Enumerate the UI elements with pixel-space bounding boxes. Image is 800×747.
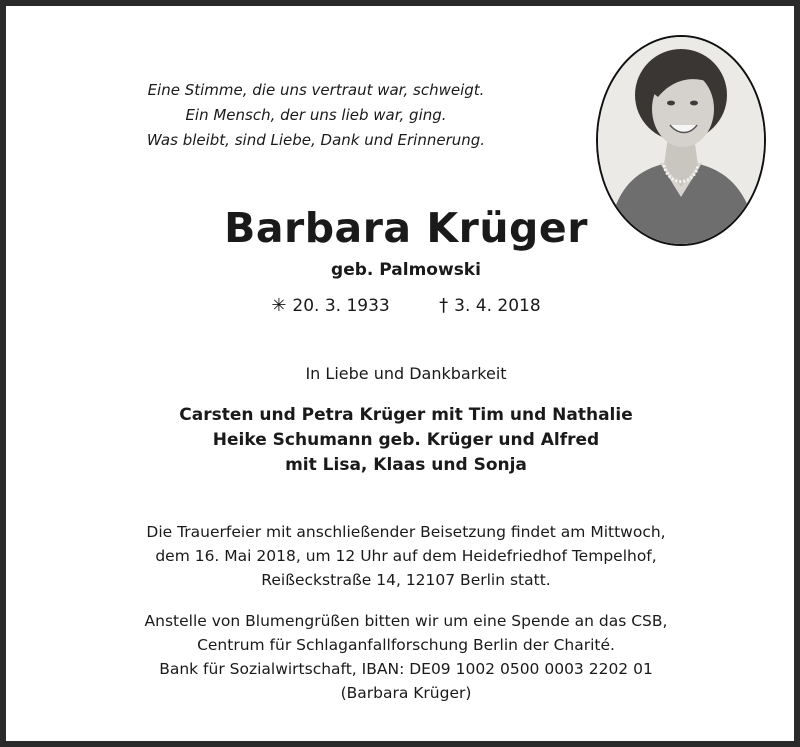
funeral-notice: [6, 520, 800, 592]
mourner-line: Heike Schumann geb. Krüger und Alfred: [212, 430, 600, 450]
birth-name: geb. Palmowski: [331, 260, 481, 280]
death-date-group: [439, 295, 541, 317]
donation-line: Anstelle von Blumengrüßen bitten wir um eine Spende an das CSB,: [144, 612, 668, 630]
donation-notice: [6, 609, 800, 705]
funeral-line: Reißeckstraße 14, 12107 Berlin statt.: [261, 571, 551, 589]
mourner-line: Carsten und Petra Krüger mit Tim und Nathalie: [179, 405, 633, 425]
mourner-line: mit Lisa, Klaas und Sonja: [285, 455, 527, 475]
poem-line: Eine Stimme, die uns vertraut war, schweigt.: [147, 81, 485, 99]
birth-date: 20. 3. 1933: [292, 296, 390, 316]
dedication: In Liebe und Dankbarkeit: [305, 364, 507, 383]
mourners-list: [6, 403, 800, 478]
donation-line: Bank für Sozialwirtschaft, IBAN: DE09 1002 0500 0003 2202 01: [159, 660, 653, 678]
donation-line: Centrum für Schlaganfallforschung Berlin der Charité.: [197, 636, 615, 654]
obituary-card: [6, 6, 794, 741]
birth-date-group: [271, 295, 389, 317]
donation-line: (Barbara Krüger): [340, 684, 472, 702]
poem-line: Was bleibt, sind Liebe, Dank und Erinnerung.: [146, 131, 486, 149]
deceased-name: Barbara Krüger: [224, 204, 588, 252]
life-dates: [6, 295, 800, 317]
funeral-line: Die Trauerfeier mit anschließender Beisetzung findet am Mittwoch,: [146, 523, 666, 541]
death-date: 3. 4. 2018: [454, 296, 541, 316]
death-cross-icon: †: [439, 295, 449, 316]
poem-line: Ein Mensch, der uns lieb war, ging.: [185, 106, 447, 124]
birth-star-icon: ✳: [271, 295, 287, 316]
poem: [26, 78, 606, 153]
funeral-line: dem 16. Mai 2018, um 12 Uhr auf dem Heidefriedhof Tempelhof,: [155, 547, 657, 565]
